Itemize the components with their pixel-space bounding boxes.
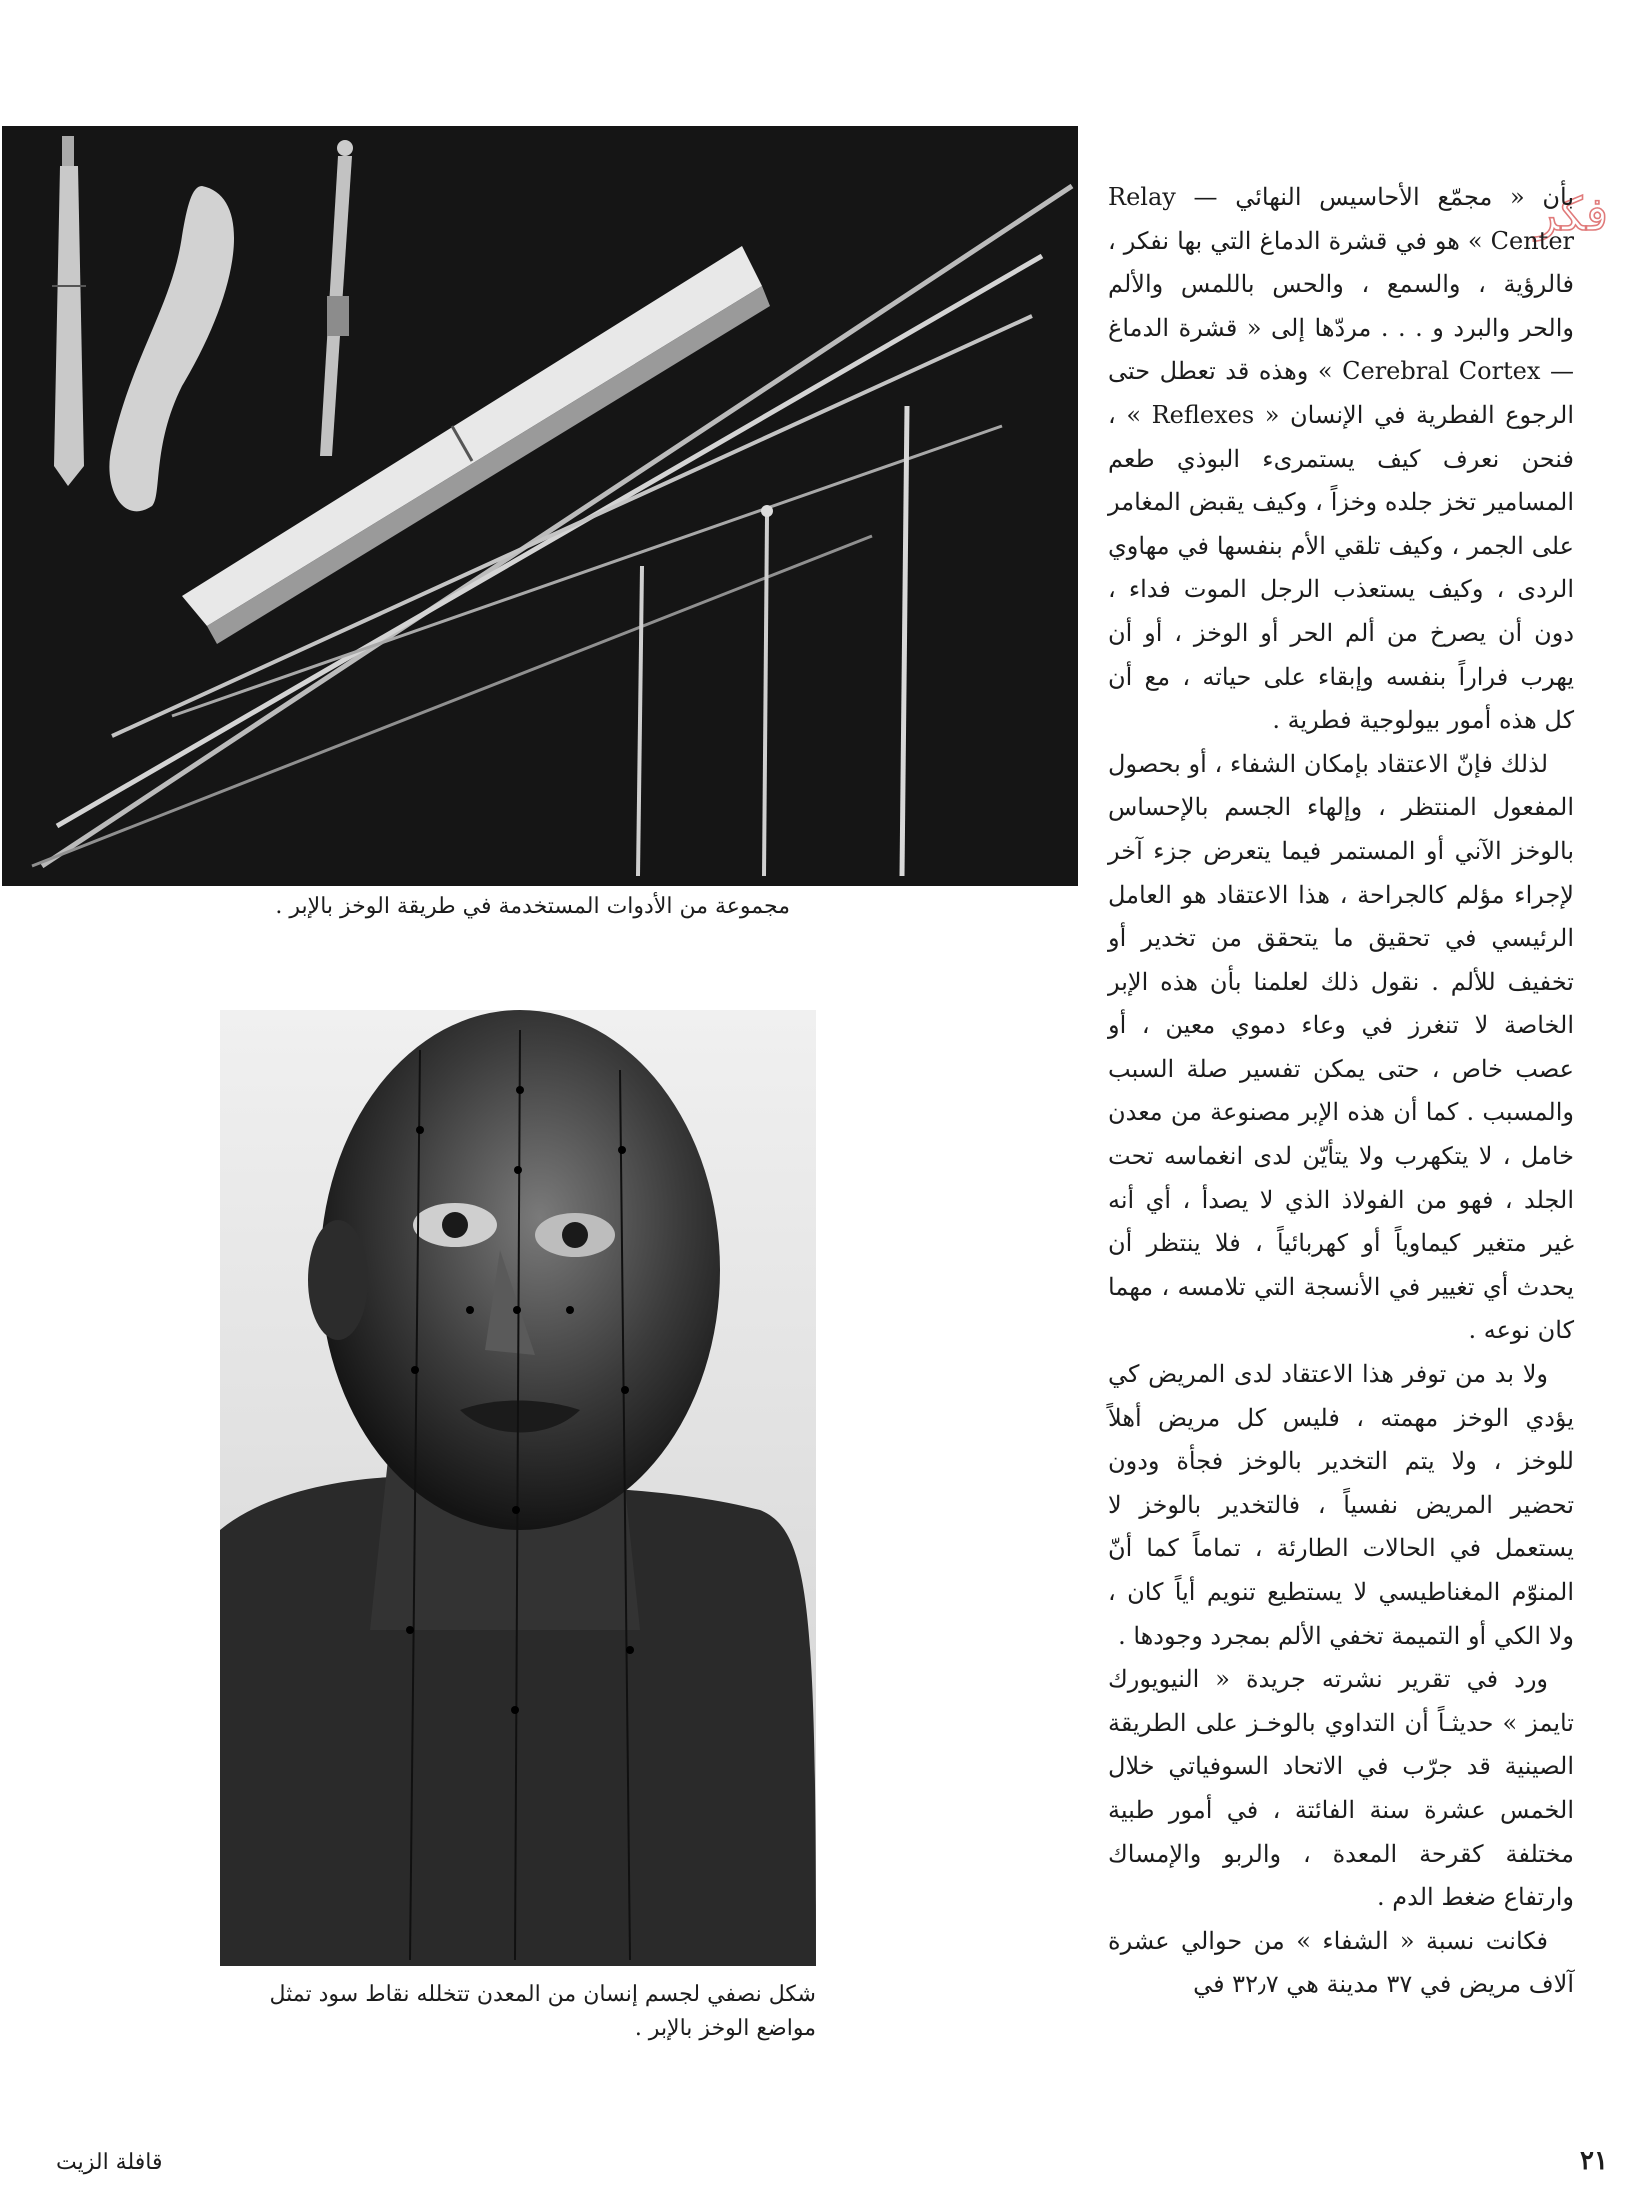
article-paragraph-2: لذلك فإنّ الاعتقاد بإمكان الشفاء ، أو بحصول المفعول المنتظر ، وإلهاء الجسم بالإحساس بالوخز الآني أو المستمر فيما يتعرض جزء آخر لإجراء مؤلم كالجراحة ، هذا الاعتقاد هو العامل الرئيسي في تحقيق ما يتحقق من تخدير أو تخفيف للألم . نقول ذلك لعلمنا بأن هذه الإبر الخاصة لا تنغرز في وعاء دموي معين ، أو عصب خاص ، حتى يمكن تفسير صلة السبب والمسبب . كما أن هذه الإبر مصنوعة من معدن خامل ، لا يتكهرب ولا يتأيّن لدى انغماسه تحت الجلد ، فهو من الفولاذ الذي لا يصدأ ، أي أنه غير متغير كيماوياً أو كهربائياً ، فلا ينتظر أن يحدث أي تغيير في الأنسجة التي تلامسه ، مهما كان نوعه . (1108, 749, 1574, 1345)
article-column (1108, 176, 1574, 2007)
acupuncture-tools-photo (2, 126, 1078, 886)
bust-photo-caption: شكل نصفي لجسم إنسان من المعدن تتخلله نقاط سود تمثل مواضع الوخز بالإبر . (269, 1982, 816, 2041)
article-paragraph-5: فكانت نسبة « الشفاء » من حوالي عشرة آلاف مريض في ٣٧ مدينة هي ٣٢٫٧ في (1108, 1926, 1574, 1999)
article-paragraph-1: بأن « مجمّع الأحاسيس النهائي — Relay Center » هو في قشرة الدماغ التي بها نفكر ، فالرؤية ، والسمع ، والحس باللمس والألم والحر والبرد و . . . مردّها إلى « قشرة الدماغ — Cerebral Cortex » وهذه قد تعطل حتى الرجوع الفطرية في الإنسان « Reflexes » ، فنحن نعرف كيف يستمرىء البوذي طعم المسامير تخز جلده وخزاً ، وكيف يقبض المغامر على الجمر ، وكيف تلقي الأم بنفسها في مهاوي الردى ، وكيف يستعذب الرجل الموت فداء ، دون أن يصرخ من ألم الحر أو الوخز ، أو أن يهرب فراراً بنفسه وإبقاء على حياته ، مع أن كل هذه أمور بيولوجية فطرية . (1108, 183, 1575, 735)
article-paragraph-4: ورد في تقرير نشرته جريدة « النيويورك تايمز » حديثـاً أن التداوي بالوخـز على الطريقة الصينية قد جرّب في الاتحاد السوفياتي خلال الخمس عشرة سنة الفائتة ، في أمور طبية مختلفة كقرحة المعدة ، والربو والإمساك وارتفاع ضغط الدم . (1108, 1665, 1574, 1912)
magazine-name: قافلة الزيت (56, 2150, 163, 2175)
article-paragraph-3: ولا بد من توفر هذا الاعتقاد لدى المريض كي يؤدي الوخز مهمته ، فليس كل مريض أهلاً للوخز ، ولا يتم التخدير بالوخز فجأة ودون تحضير المريض نفسياً ، فالتخدير بالوخز لا يستعمل في الحالات الطارئة ، تماماً كما أنّ المنوّم المغناطيسي لا يستطيع تنويم أياً كان ، ولا الكي أو التميمة تخفي الألم بمجرد وجودها . (1108, 1360, 1574, 1650)
tools-photo-caption: مجموعة من الأدوات المستخدمة في طريقة الوخز بالإبر . (275, 894, 790, 919)
page-number: ٢١ (1580, 2146, 1608, 2176)
acupuncture-bust-photo (220, 1010, 816, 1966)
logo-text: فكر (1535, 187, 1608, 241)
